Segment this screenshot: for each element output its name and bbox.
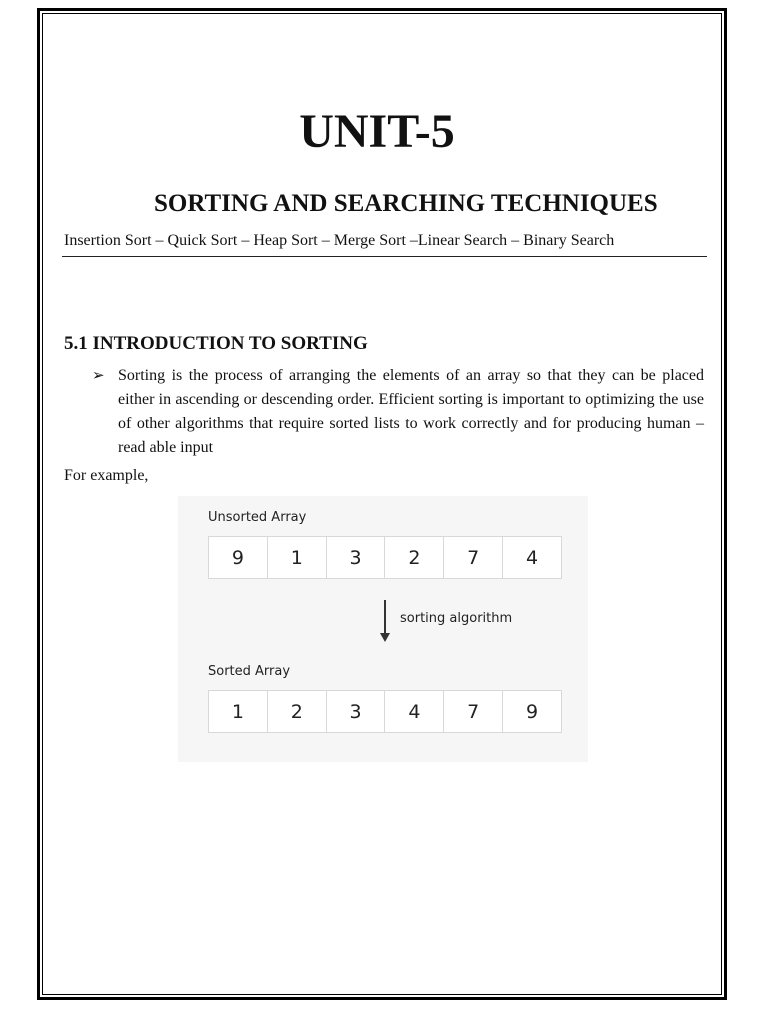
array-cell: 7 bbox=[444, 691, 503, 732]
down-arrow-icon bbox=[384, 600, 386, 636]
array-cell: 9 bbox=[526, 700, 539, 723]
array-cell: 7 bbox=[444, 537, 503, 578]
sorted-array bbox=[208, 690, 562, 733]
array-cell: 2 bbox=[385, 537, 444, 578]
bullet-paragraph: Sorting is the process of arranging the elements of an array so that they can be placed either in ascending or descending order. Efficient sorting is important to optimizing the use of other algorithms that require sorted lists to work correctly and for producing human – read able input bbox=[118, 367, 704, 456]
arrow-head-icon bbox=[380, 633, 390, 642]
example-label: For example, bbox=[64, 467, 149, 484]
array-cell: 3 bbox=[327, 537, 386, 578]
arrow-bullet-icon: ➢ bbox=[92, 368, 105, 384]
header-divider bbox=[62, 256, 707, 257]
array-cell: 1 bbox=[209, 691, 268, 732]
topics-list: Insertion Sort – Quick Sort – Heap Sort – Merge Sort –Linear Search – Binary Search bbox=[64, 232, 615, 249]
chapter-subtitle: SORTING AND SEARCHING TECHNIQUES bbox=[154, 190, 658, 217]
array-cell: 4 bbox=[526, 546, 539, 569]
array-cell: 4 bbox=[385, 691, 444, 732]
unsorted-array-label: Unsorted Array bbox=[208, 510, 307, 525]
array-cell: 3 bbox=[327, 691, 386, 732]
array-cell: 9 bbox=[209, 537, 268, 578]
sorted-array-label: Sorted Array bbox=[208, 664, 291, 679]
sorting-algorithm-label: sorting algorithm bbox=[400, 611, 513, 626]
unit-title: UNIT-5 bbox=[299, 105, 455, 158]
array-cell: 2 bbox=[268, 691, 327, 732]
sorting-figure bbox=[178, 496, 588, 762]
section-heading: 5.1 INTRODUCTION TO SORTING bbox=[64, 333, 368, 354]
array-cell: 1 bbox=[268, 537, 327, 578]
unsorted-array bbox=[208, 536, 562, 579]
